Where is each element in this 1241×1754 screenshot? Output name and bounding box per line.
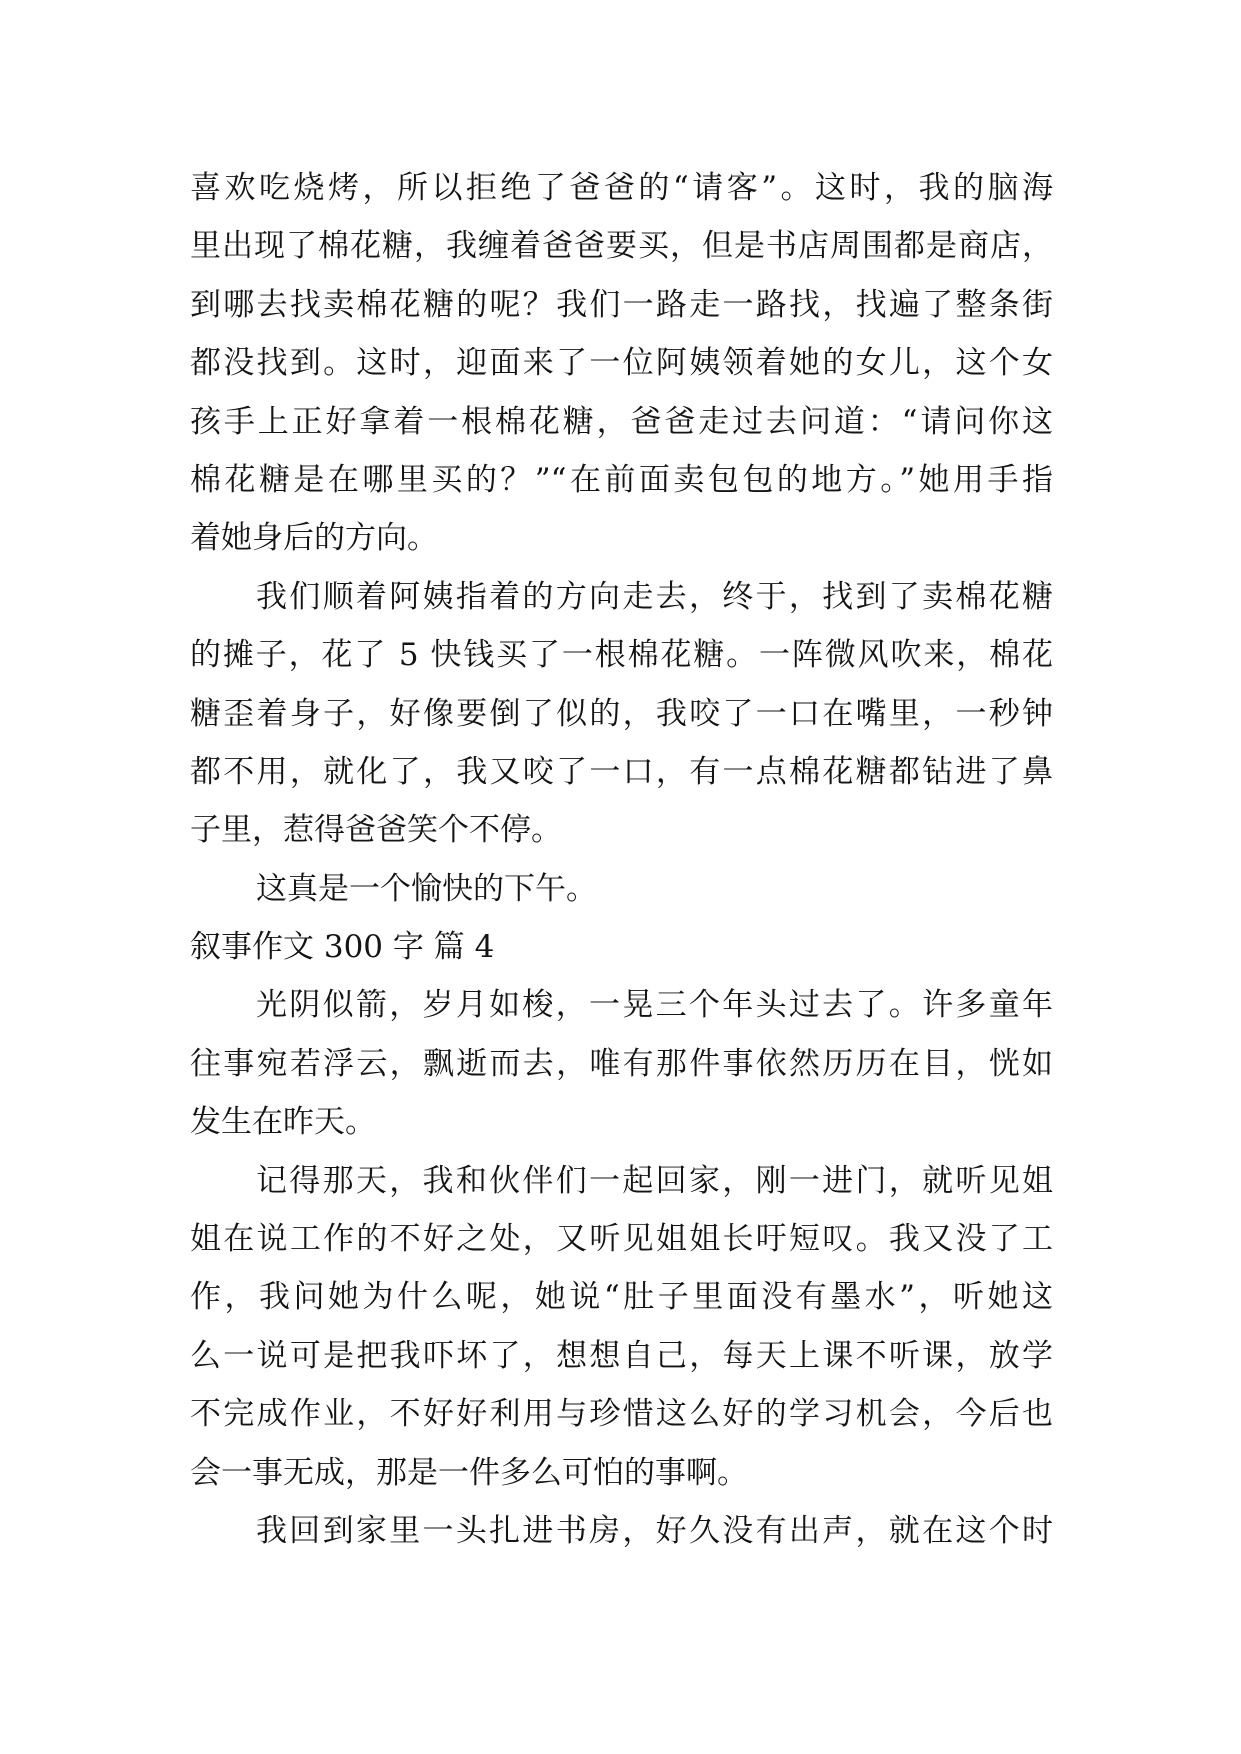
text-line: 发生在昨天。 (190, 1104, 376, 1141)
text-line: 棉花糖是在哪里买的？”“在前面卖包包的地方。”她用手指 (190, 461, 1053, 498)
paragraph (190, 860, 1053, 918)
paragraph (190, 159, 1053, 568)
text-line: 都不用，就化了，我又咬了一口，有一点棉花糖都钻进了鼻 (190, 753, 1053, 790)
text-line: 记得那天，我和伙伴们一起回家，刚一进门，就听见姐 (256, 1162, 1053, 1199)
text-line: 里出现了棉花糖，我缠着爸爸要买，但是书店周围都是商店， (190, 228, 1053, 265)
text-line: 我回到家里一头扎进书房，好久没有出声，就在这个时 (256, 1512, 1053, 1549)
document-body (190, 159, 1053, 1560)
text-line: 会一事无成，那是一件多么可怕的事啊。 (190, 1454, 748, 1491)
text-line: 姐在说工作的不好之处，又听见姐姐长吁短叹。我又没了工 (190, 1221, 1053, 1258)
text-line: 子里，惹得爸爸笑个不停。 (190, 812, 562, 849)
paragraph (190, 568, 1053, 860)
text-line: 到哪去找卖棉花糖的呢？我们一路走一路找，找遍了整条街 (190, 286, 1053, 323)
text-line: 光阴似箭，岁月如梭，一晃三个年头过去了。许多童年 (256, 987, 1053, 1024)
text-line: 糖歪着身子，好像要倒了似的，我咬了一口在嘴里，一秒钟 (190, 695, 1053, 732)
paragraph (190, 1152, 1053, 1502)
text-line: 不完成作业，不好好利用与珍惜这么好的学习机会，今后也 (190, 1396, 1053, 1433)
text-line: 孩手上正好拿着一根棉花糖，爸爸走过去问道：“请问你这 (190, 403, 1053, 440)
paragraph (190, 1502, 1053, 1560)
text-line: 都没找到。这时，迎面来了一位阿姨领着她的女儿，这个女 (190, 345, 1053, 382)
text-line: 的摊子，花了 5 快钱买了一根棉花糖。一阵微风吹来，棉花 (190, 637, 1053, 674)
paragraph (190, 976, 1053, 1151)
text-line: 我们顺着阿姨指着的方向走去，终于，找到了卖棉花糖 (256, 578, 1053, 615)
text-line: 往事宛若浮云，飘逝而去，唯有那件事依然历历在目，恍如 (190, 1045, 1053, 1082)
section-heading: 叙事作文 300 字 篇 4 (190, 929, 495, 966)
text-line: 么一说可是把我吓坏了，想想自己，每天上课不听课，放学 (190, 1337, 1053, 1374)
text-line: 着她身后的方向。 (190, 520, 438, 557)
text-line: 喜欢吃烧烤，所以拒绝了爸爸的“请客”。这时，我的脑海 (190, 170, 1053, 206)
text-line: 这真是一个愉快的下午。 (256, 870, 597, 907)
text-line: 作，我问她为什么呢，她说“肚子里面没有墨水”，听她这 (190, 1279, 1053, 1316)
